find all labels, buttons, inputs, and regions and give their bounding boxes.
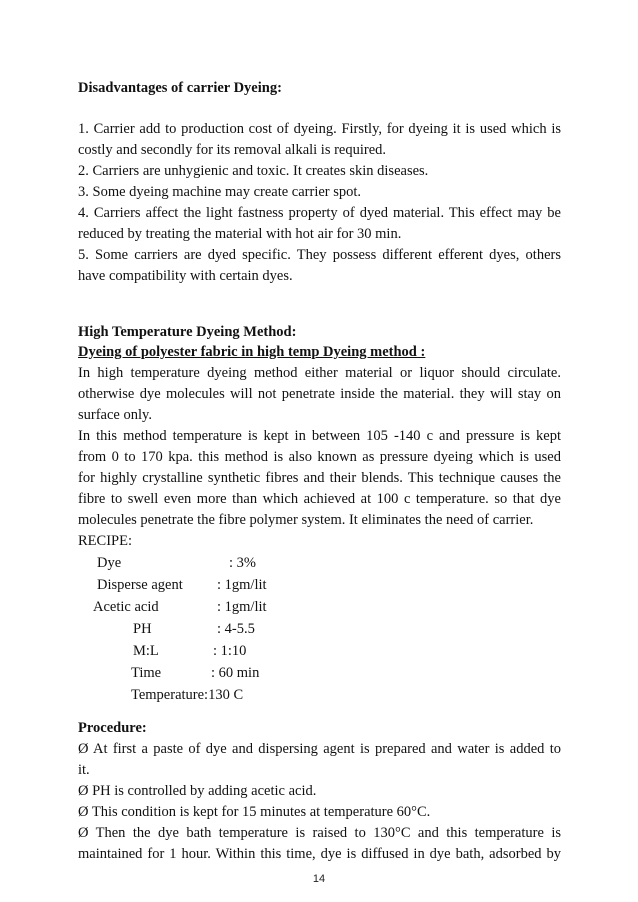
recipe-value: : 1:10 (213, 643, 247, 659)
recipe-label: Temperature:130 C (131, 687, 244, 703)
paragraph-line: 5. Some carriers are dyed specific. They possess different efferent dyes, others (78, 247, 561, 263)
recipe-value: : 4-5.5 (217, 621, 255, 637)
paragraph-line: Ø At first a paste of dye and dispersing agent is prepared and water is added to (78, 741, 561, 757)
page-number: 14 (312, 873, 326, 885)
section-heading-procedure: Procedure: (78, 720, 147, 736)
recipe-label: Disperse agent (97, 577, 183, 593)
section-subheading: Dyeing of polyester fabric in high temp Dyeing method : (78, 344, 426, 360)
paragraph-line: from 0 to 170 kpa. this method is also known as pressure dyeing which is used (78, 449, 561, 465)
paragraph-line: In this method temperature is kept in between 105 -140 c and pressure is kept (78, 428, 561, 444)
section-heading-high-temperature: High Temperature Dyeing Method: (78, 324, 297, 340)
paragraph-line: otherwise dye molecules will not penetrate inside the material. they will stay on (78, 386, 561, 402)
recipe-value: : 3% (229, 555, 256, 571)
recipe-heading: RECIPE: (78, 533, 132, 549)
recipe-label: PH (133, 621, 152, 637)
paragraph-line: 3. Some dyeing machine may create carrier spot. (78, 184, 362, 200)
paragraph-line: have compatibility with certain dyes. (78, 268, 293, 284)
paragraph-line: maintained for 1 hour. Within this time, dye is diffused in dye bath, adsorbed by (78, 846, 561, 862)
paragraph-line: Ø This condition is kept for 15 minutes at temperature 60°C. (78, 804, 431, 820)
recipe-label: M:L (133, 643, 159, 659)
paragraph-line: it. (78, 762, 90, 778)
recipe-value: : 1gm/lit (217, 577, 267, 593)
paragraph-line: reduced by treating the material with hot air for 30 min. (78, 226, 402, 242)
paragraph-line: 1. Carrier add to production cost of dyeing. Firstly, for dyeing it is used which is (78, 121, 561, 137)
paragraph-line: costly and secondly for its removal alkali is required. (78, 142, 387, 158)
recipe-label: Time (131, 665, 162, 681)
recipe-value: : 60 min (211, 665, 260, 681)
paragraph-line: molecules penetrate the fibre polymer system. It eliminates the need of carrier. (78, 512, 534, 528)
paragraph-line: In high temperature dyeing method either material or liquor should circulate. (78, 365, 561, 381)
paragraph-line: for highly crystalline synthetic fibres and their blends. This technique causes the (78, 470, 561, 486)
section-heading-disadvantages: Disadvantages of carrier Dyeing: (78, 80, 282, 96)
recipe-value: : 1gm/lit (217, 599, 267, 615)
recipe-label: Acetic acid (93, 599, 159, 615)
paragraph-line: Ø Then the dye bath temperature is raised to 130°C and this temperature is (78, 825, 561, 841)
paragraph-line: surface only. (78, 407, 152, 423)
paragraph-line: 2. Carriers are unhygienic and toxic. It creates skin diseases. (78, 163, 429, 179)
paragraph-line: fibre to swell even more than which achieved at 100 c temperature. so that dye (78, 491, 561, 507)
recipe-label: Dye (97, 555, 122, 571)
paragraph-line: Ø PH is controlled by adding acetic acid. (78, 783, 317, 799)
paragraph-line: 4. Carriers affect the light fastness property of dyed material. This effect may be (78, 205, 561, 221)
